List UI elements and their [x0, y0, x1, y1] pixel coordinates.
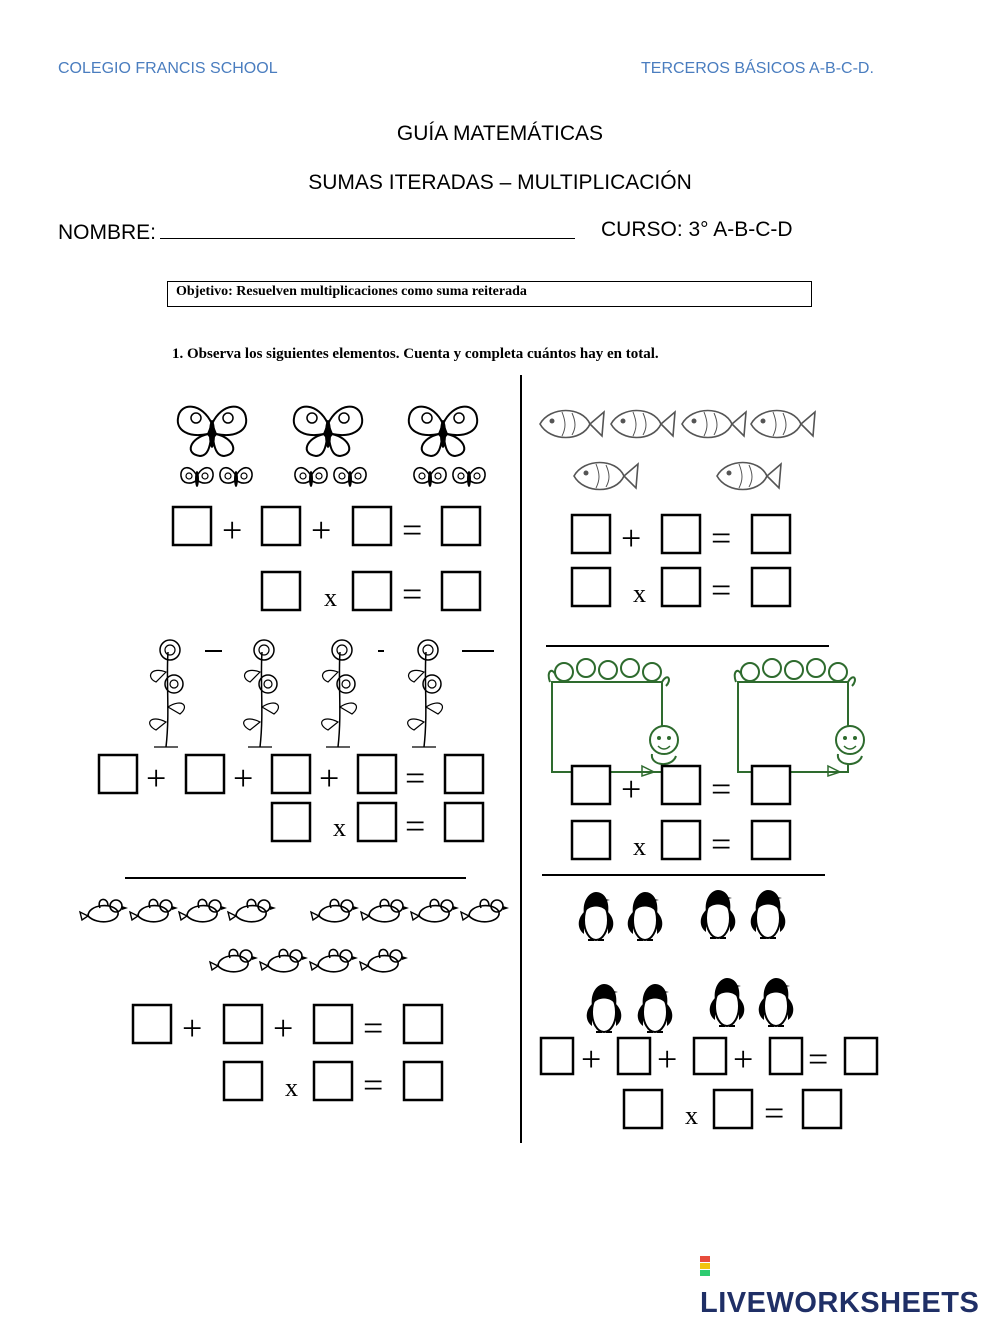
plus-sign: + — [581, 1039, 602, 1079]
butterfly-icon — [334, 468, 366, 487]
answer-box[interactable] — [133, 1005, 171, 1043]
penguin-icon — [579, 892, 614, 940]
answer-box[interactable] — [662, 821, 700, 859]
answer-box[interactable] — [186, 755, 224, 793]
butterfly-icon — [220, 468, 252, 487]
answer-box[interactable] — [572, 766, 610, 804]
equals-sign: = — [363, 1065, 384, 1105]
children-sign-icon — [549, 659, 678, 776]
roses-addition — [99, 755, 483, 798]
penguin-icon — [638, 984, 673, 1032]
butterfly-icon — [181, 468, 213, 487]
plus-sign: + — [733, 1039, 754, 1079]
bird-icon — [311, 899, 359, 921]
equals-sign: = — [711, 769, 732, 809]
name-label: NOMBRE: — [58, 221, 157, 244]
objective-text: Objetivo: Resuelven multiplicaciones como suma reiterada — [176, 284, 527, 299]
butterflies-multiplication — [262, 572, 480, 614]
bird-icon — [179, 899, 227, 921]
butterfly-icon — [295, 468, 327, 487]
answer-box[interactable] — [99, 755, 137, 793]
plus-sign: + — [233, 758, 254, 798]
answer-box[interactable] — [662, 515, 700, 553]
equals-sign: = — [764, 1093, 785, 1133]
rose-icon — [150, 640, 185, 747]
page-title: GUÍA MATEMÁTICAS — [396, 122, 604, 145]
butterfly-icon — [414, 468, 446, 487]
answer-box[interactable] — [624, 1090, 662, 1128]
penguin-icon — [751, 890, 786, 938]
answer-box[interactable] — [353, 507, 391, 545]
equals-sign: = — [711, 570, 732, 610]
penguin-icon — [628, 892, 663, 940]
answer-box[interactable] — [262, 507, 300, 545]
plus-sign: + — [146, 758, 167, 798]
rose-icon — [322, 640, 357, 747]
answer-box[interactable] — [404, 1062, 442, 1100]
penguins-multiplication — [624, 1090, 841, 1133]
rose-icon — [408, 640, 443, 747]
birds-illustration — [80, 899, 509, 971]
school-name: COLEGIO FRANCIS SCHOOL — [58, 60, 278, 77]
answer-box[interactable] — [572, 568, 610, 606]
brand-name: LIVEWORKSHEETS — [700, 1287, 980, 1319]
plus-sign: + — [621, 769, 642, 809]
answer-box[interactable] — [314, 1062, 352, 1100]
grade-label: TERCEROS BÁSICOS A-B-C-D. — [641, 60, 874, 77]
fish-icon — [540, 411, 604, 438]
equals-sign: = — [808, 1039, 829, 1079]
answer-box[interactable] — [224, 1005, 262, 1043]
birds-addition — [133, 1005, 442, 1048]
plus-sign: + — [222, 510, 243, 550]
answer-box[interactable] — [541, 1038, 573, 1074]
answer-box[interactable] — [358, 755, 396, 793]
children-sign-icon — [735, 659, 864, 776]
children-sign-illustration — [549, 659, 864, 776]
bird-icon — [360, 949, 408, 971]
equals-sign: = — [711, 824, 732, 864]
bird-icon — [411, 899, 459, 921]
answer-box[interactable] — [752, 766, 790, 804]
equals-sign: = — [402, 510, 423, 550]
butterfly-icon — [453, 468, 485, 487]
liveworksheets-logo — [700, 1254, 1000, 1320]
brand-block — [700, 1256, 710, 1262]
answer-box[interactable] — [404, 1005, 442, 1043]
answer-box[interactable] — [173, 507, 211, 545]
answer-box[interactable] — [572, 821, 610, 859]
fish-addition — [572, 515, 790, 558]
plus-sign: + — [311, 510, 332, 550]
answer-box[interactable] — [442, 572, 480, 610]
brand-blocks-icon — [700, 1256, 722, 1282]
bird-icon — [260, 949, 308, 971]
answer-box[interactable] — [358, 803, 396, 841]
bird-icon — [461, 899, 509, 921]
butterfly-icon — [178, 407, 246, 456]
answer-box[interactable] — [803, 1090, 841, 1128]
brand-block — [700, 1270, 710, 1276]
fish-icon — [682, 411, 746, 438]
answer-box[interactable] — [572, 515, 610, 553]
fish-icon — [751, 411, 815, 438]
times-sign: x — [285, 1073, 298, 1102]
fish-illustration — [540, 411, 815, 490]
penguin-icon — [701, 890, 736, 938]
roses-illustration — [150, 640, 494, 747]
answer-box[interactable] — [662, 568, 700, 606]
instruction-text: 1. Observa los siguientes elementos. Cuenta y completa cuántos hay en total. — [172, 346, 659, 362]
plus-sign: + — [319, 758, 340, 798]
children-addition — [572, 766, 790, 809]
plus-sign: + — [182, 1008, 203, 1048]
equals-sign: = — [405, 806, 426, 846]
butterflies-illustration — [178, 407, 485, 487]
equals-sign: = — [711, 518, 732, 558]
fish-multiplication — [572, 568, 790, 610]
answer-box[interactable] — [770, 1038, 802, 1074]
birds-multiplication — [224, 1062, 442, 1105]
butterflies-addition — [173, 507, 480, 550]
penguin-icon — [710, 978, 745, 1026]
fish-icon — [717, 463, 781, 490]
answer-box[interactable] — [845, 1038, 877, 1074]
times-sign: x — [333, 813, 346, 842]
butterfly-icon — [409, 407, 477, 456]
bird-icon — [228, 899, 276, 921]
answer-box[interactable] — [752, 515, 790, 553]
times-sign: x — [685, 1101, 698, 1130]
penguins-illustration — [579, 890, 794, 1032]
answer-box[interactable] — [442, 507, 480, 545]
plus-sign: + — [657, 1039, 678, 1079]
bird-icon — [130, 899, 178, 921]
penguin-icon — [587, 984, 622, 1032]
plus-sign: + — [621, 518, 642, 558]
answer-box[interactable] — [262, 572, 300, 610]
children-multiplication — [572, 821, 790, 864]
answer-box[interactable] — [752, 821, 790, 859]
roses-multiplication — [272, 803, 483, 846]
answer-box[interactable] — [272, 755, 310, 793]
answer-box[interactable] — [445, 803, 483, 841]
answer-box[interactable] — [694, 1038, 726, 1074]
bird-icon — [80, 899, 128, 921]
times-sign: x — [633, 832, 646, 861]
bird-icon — [310, 949, 358, 971]
answer-box[interactable] — [618, 1038, 650, 1074]
answer-box[interactable] — [272, 803, 310, 841]
times-sign: x — [633, 579, 646, 608]
answer-box[interactable] — [662, 766, 700, 804]
answer-box[interactable] — [752, 568, 790, 606]
times-sign: x — [324, 583, 337, 612]
answer-box[interactable] — [353, 572, 391, 610]
butterfly-icon — [294, 407, 362, 456]
bird-icon — [210, 949, 258, 971]
course-label: CURSO: 3° A-B-C-D — [601, 218, 793, 241]
answer-box[interactable] — [714, 1090, 752, 1128]
page-subtitle: SUMAS ITERADAS – MULTIPLICACIÓN — [308, 171, 692, 194]
answer-box[interactable] — [314, 1005, 352, 1043]
answer-box[interactable] — [224, 1062, 262, 1100]
brand-block — [700, 1263, 710, 1269]
penguin-icon — [759, 978, 794, 1026]
plus-sign: + — [273, 1008, 294, 1048]
equals-sign: = — [402, 574, 423, 614]
equals-sign: = — [363, 1008, 384, 1048]
bird-icon — [361, 899, 409, 921]
fish-icon — [611, 411, 675, 438]
answer-box[interactable] — [445, 755, 483, 793]
penguins-addition — [541, 1038, 877, 1079]
rose-icon — [244, 640, 279, 747]
equals-sign: = — [405, 758, 426, 798]
fish-icon — [574, 463, 638, 490]
